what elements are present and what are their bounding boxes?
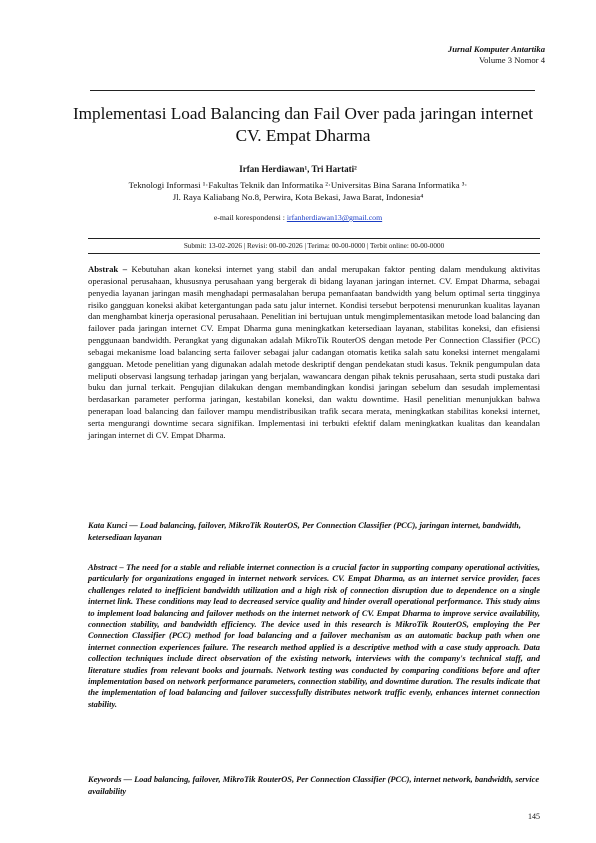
paper-title: Implementasi Load Balancing dan Fail Over pada jaringan internet CV. Empat Dharma [72, 104, 534, 145]
header-divider [90, 90, 535, 91]
abstract-label: Abstrak – [88, 264, 128, 274]
page-number: 145 [528, 812, 540, 821]
journal-name: Jurnal Komputer Antartika [447, 44, 545, 54]
submission-dates: Submit: 13-02-2026 | Revisi: 00-00-2026 | Terima: 00-00-0000 | Terbit online: 00-00-0000 [88, 238, 540, 254]
correspondence-email [60, 213, 536, 222]
abstract-id [88, 264, 540, 442]
journal-header [448, 44, 545, 66]
kata-kunci: Kata Kunci — Load balancing, failover, MikroTik RouterOS, Per Connection Classifier (PCC), jaringan internet, bandwidth, ketersediaan layanan [88, 521, 521, 542]
keywords-en: Keywords — Load balancing, failover, MikroTik RouterOS, Per Connection Classifier (PCC), internet network, bandwidth, service availability [88, 775, 540, 796]
email-label: e-mail korespondensi : [213, 213, 287, 222]
author-list: Irfan Herdiawan¹, Tri Hartati² [239, 164, 357, 174]
email-link[interactable]: irfanherdiawan13@gmail.com [286, 213, 383, 222]
journal-volume: Volume 3 Nomor 4 [479, 55, 545, 65]
affiliation-line-1: Teknologi Informasi ¹·Fakultas Teknik dan Informatika ²·Universitas Bina Sarana Informatika ³· [128, 180, 468, 190]
affiliation-line-2: Jl. Raya Kaliabang No.8, Perwira, Kota Bekasi, Jawa Barat, Indonesia⁴ [172, 192, 424, 202]
abstract-text: Kebutuhan akan koneksi internet yang stabil dan andal merupakan faktor penting dalam mendukung aktivitas operasional perusahaan, khususnya perusahaan yang bergerak di bidang layanan jaringan internet. CV. Empat Dharma, sebagai penyedia layanan jaringan masih menghadapi permasalahan berupa pemanfaatan bandwidth yang belum optimal serta tingginya risiko gangguan koneksi akibat ketergantungan pada satu jalur internet. Kondisi tersebut berpotensi menurunkan kualitas layanan dan menghambat kinerja operasional perusahaan. Penelitian ini bertujuan untuk mengimplementasikan metode load balancing dan failover pada jaringan internet CV. Empat Dharma guna meningkatkan ketersediaan layanan, stabilitas koneksi, dan efisiensi penggunaan bandwidth. Perangkat yang digunakan adalah MikroTik RouterOS dengan metode Per Connection Classifier (PCC) sebagai mekanisme load balancing serta failover sebagai jalur cadangan otomatis ketika salah satu koneksi internet mengalami gangguan. Metode penelitian yang digunakan adalah metode deskriptif dengan pendekatan studi kasus. Teknik pengumpulan data meliputi observasi langsung terhadap jaringan yang berjalan, wawancara dengan pihak teknis perusahaan, serta studi pustaka dari buku dan jurnal terkait. Pengujian dilakukan dengan membandingkan kondisi jaringan sebelum dan sesudah implementasi berdasarkan parameter performa jaringan, kestabilan koneksi, dan waktu downtime. Hasil penelitian menunjukkan bahwa penerapan load balancing dan failover mampu mendistribusikan trafik secara merata, meningkatkan stabilitas koneksi internet, serta mengurangi downtime secara signifikan. Implementasi ini terbukti efektif dalam meningkatkan kualitas dan keandalan jaringan internet di CV. Empat Dharma. [88, 264, 540, 440]
affiliation [60, 179, 536, 203]
abstract-en: Abstract – The need for a stable and reliable internet connection is a crucial factor in supporting company operational activities, particularly for organizations engaged in internet network services. CV. Empat Dharma, as an internet service provider, faces challenges related to inefficient bandwidth utilization and a high risk of connection disruption due to dependence on a single internet link. These conditions may lead to decreased service quality and hinder overall operational performance. This study aims to implement load balancing and failover methods on the internet network of CV. Empat Dharma to improve service availability, connection stability, and bandwidth efficiency. The device used in this research is MikroTik RouterOS, employing the Per Connection Classifier (PCC) method for load balancing and a failover mechanism as an automatic backup path when one internet connection experiences failure. The research method applied is a descriptive method with a case study approach. Data collection techniques include direct observation of the existing network, interviews with the company's technical staff, and literature studies from relevant books and journals. Network testing was conducted by comparing conditions before and after implementation based on network performance parameters, connection stability, and downtime duration. The results indicate that the implementation of load balancing and failover successfully distributes network traffic evenly, enhances internet connection stability. [88, 562, 540, 709]
